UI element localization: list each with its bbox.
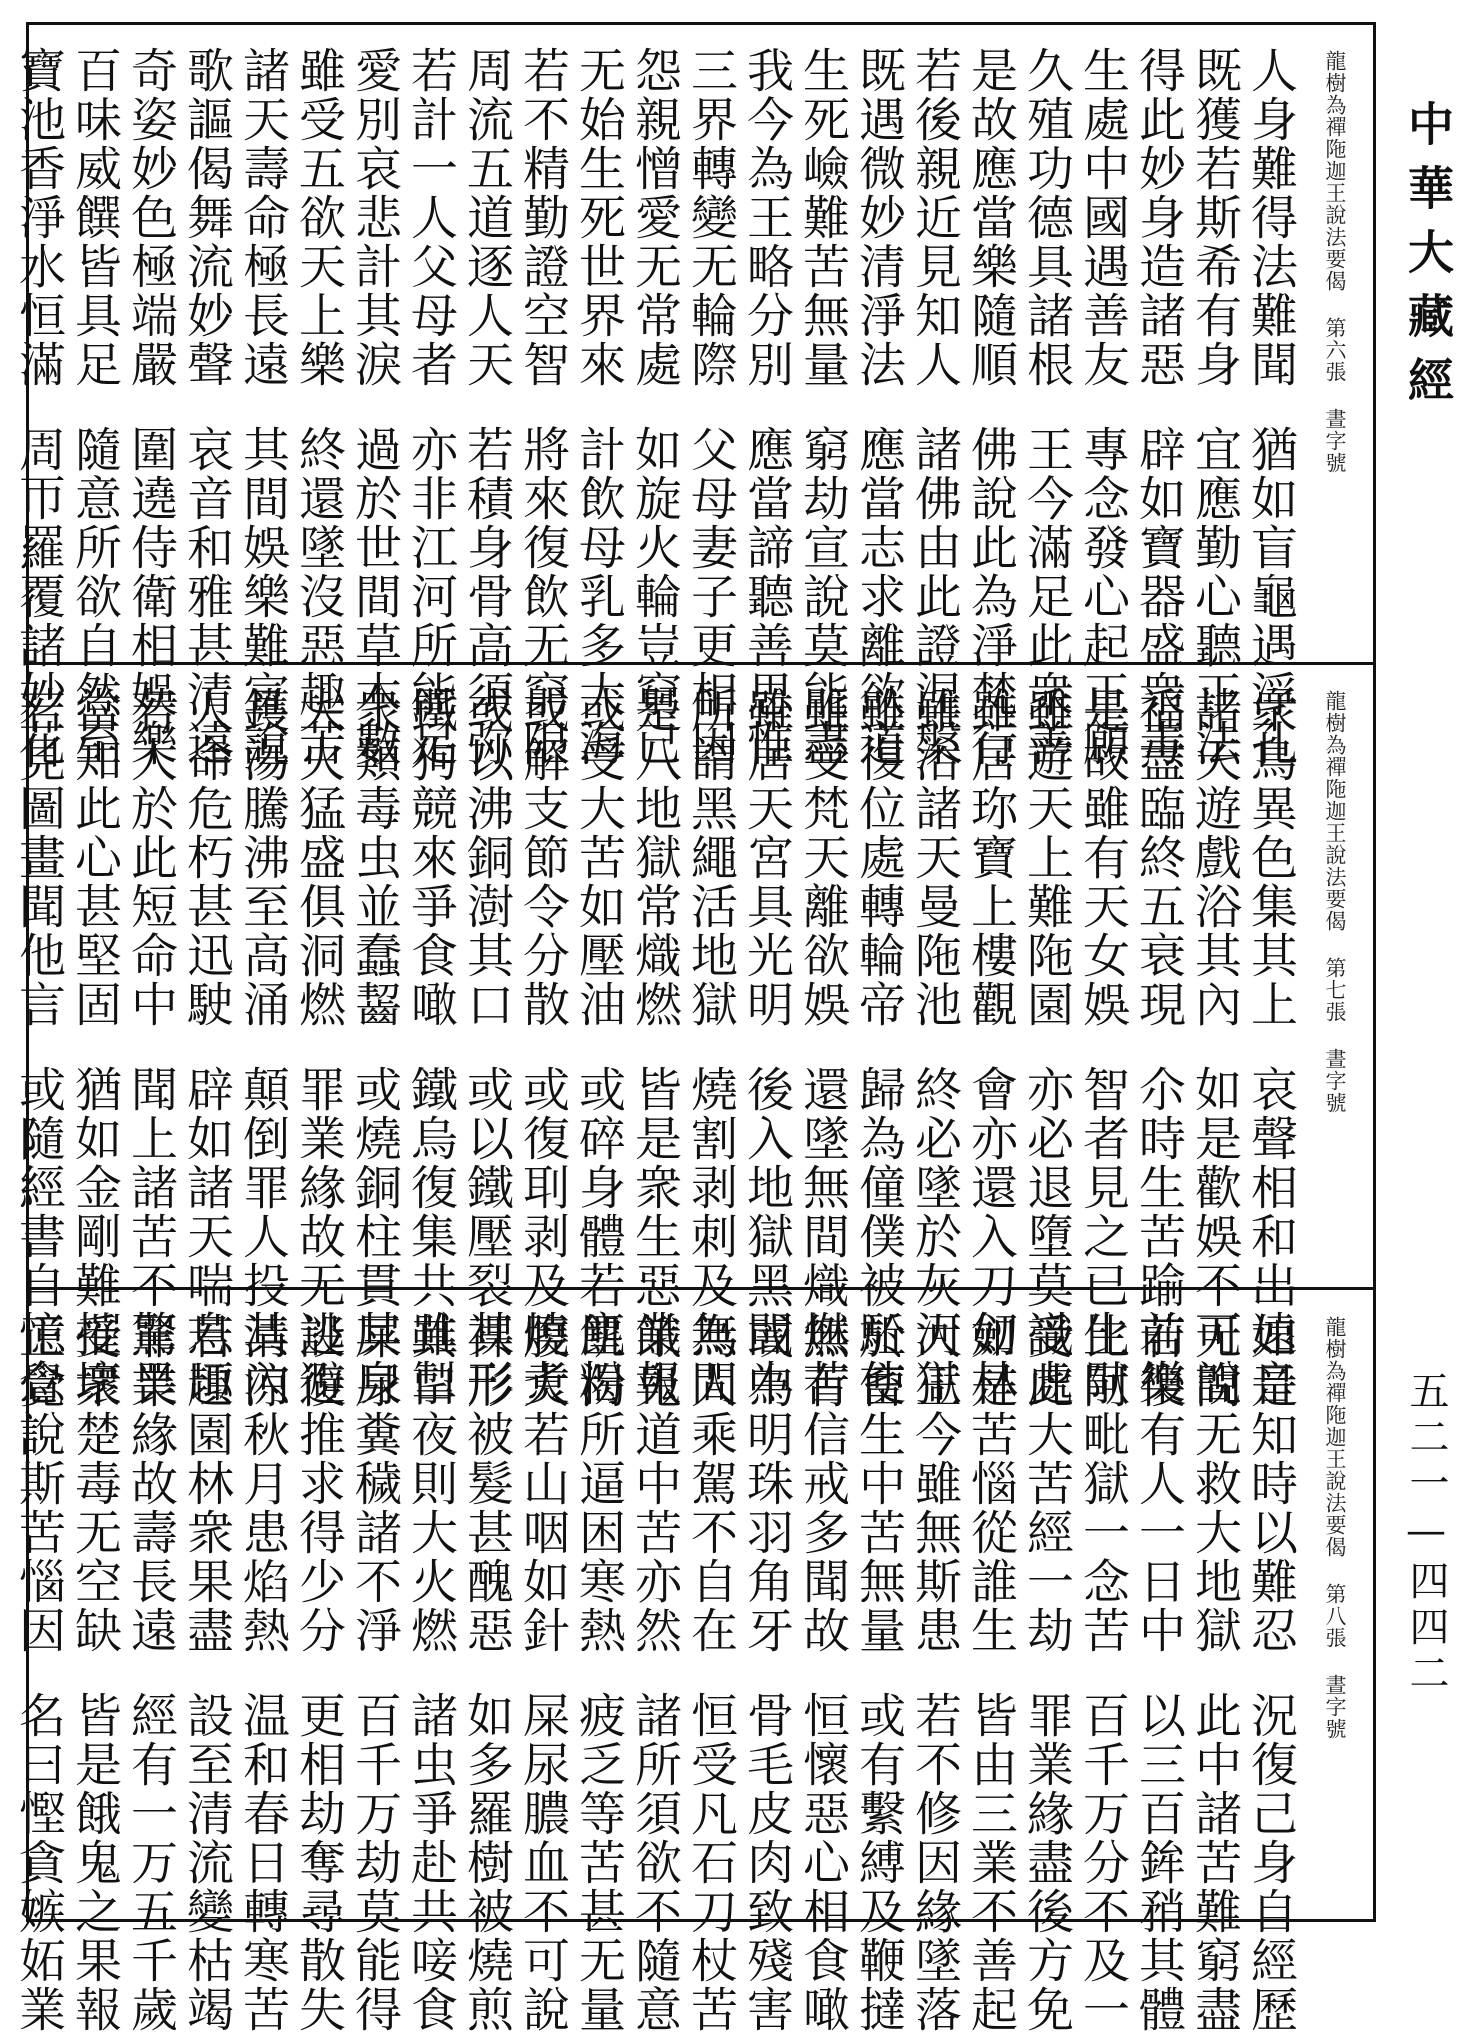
verse-half-top: 无間无救大地獄 [1187, 1312, 1242, 1655]
verse-half-bottom: 周帀羅覆諸妙花 [11, 425, 66, 768]
verse-column [122, 686, 178, 1408]
page-number: 五二一—四四二 [1403, 1370, 1449, 1698]
verse-line [122, 686, 178, 1408]
verse-line [626, 46, 682, 768]
verse-column [962, 1312, 1018, 2034]
verse-line [66, 46, 122, 768]
verse-line [906, 1312, 962, 2034]
verse-half-bottom: 歸為僮僕被駈使 [851, 1065, 906, 1408]
verse-column [850, 686, 906, 1408]
verse-half-top: 既獲若斯希有身 [1187, 46, 1242, 389]
verse-line [1186, 46, 1242, 768]
verse-column [1018, 46, 1074, 768]
verse-half-bottom: 百千万分不及一 [1075, 1691, 1130, 2034]
verse-line [290, 686, 346, 1408]
verse-half-top: 或受大苦如壓油 [571, 686, 626, 1029]
verse-line [346, 686, 402, 1408]
verse-half-bottom: 父母妻子更相因 [683, 425, 738, 768]
verse-line [1130, 1312, 1186, 2034]
verse-half-bottom: 更相劫奪尋散失 [291, 1691, 346, 2034]
verse-column [178, 46, 234, 768]
verse-half-top: 罪業緣故壽長遠 [123, 1312, 178, 1655]
verse-half-bottom: 或復刵剥及燒煑 [515, 1065, 570, 1408]
verse-column [10, 686, 66, 1408]
verse-half-bottom: 將來復飲无窮限 [515, 425, 570, 768]
verse-line [682, 46, 738, 768]
verse-column [402, 1312, 458, 2034]
panel-header: 龍樹為禪陁迦王說法要偈 第七張 晝字號 [1323, 690, 1347, 1114]
verse-line [962, 686, 1018, 1408]
verse-half-top: 雖居天宮具光明 [739, 686, 794, 1029]
verse-column [10, 1312, 66, 2034]
verse-half-bottom: 聞上諸苦不驚畏 [123, 1065, 178, 1408]
verse-half-bottom: 罪業緣盡後方免 [1019, 1691, 1074, 2034]
verse-column [514, 46, 570, 768]
verse-column [234, 46, 290, 768]
verse-line [794, 686, 850, 1408]
verse-half-top: 若計一人父母者 [403, 46, 458, 389]
verse-half-top: 或以沸銅澍其口 [459, 686, 514, 1029]
scripture-panel-2 [11, 670, 1368, 1408]
verse-half-bottom: 亦必退墮莫識處 [1019, 1065, 1074, 1408]
verse-line [1074, 1312, 1130, 2034]
verse-line [570, 1312, 626, 2034]
verse-line [458, 46, 514, 768]
verse-line [10, 686, 66, 1408]
verse-half-bottom: 皆是衆生惡業報 [627, 1065, 682, 1408]
verse-half-bottom: 宜應勤心聽正法 [1187, 425, 1242, 768]
verse-half-bottom: 計飲母乳多大海 [571, 425, 626, 768]
verse-column [66, 1312, 122, 2034]
verse-line [570, 46, 626, 768]
verse-column [122, 46, 178, 768]
verse-column [850, 1312, 906, 2034]
verse-column [234, 686, 290, 1408]
verse-column [122, 1312, 178, 2034]
verse-column [402, 686, 458, 1408]
verse-line [178, 46, 234, 768]
verse-half-top: 奇姿妙色極端嚴 [123, 46, 178, 389]
verse-column [1186, 686, 1242, 1408]
verse-half-top: 裸形被髮甚醜惡 [459, 1312, 514, 1655]
verse-half-top: 衆鳥異色集其上 [1243, 686, 1298, 1029]
verse-half-top: 福盡臨終五衰現 [1131, 686, 1186, 1029]
verse-half-bottom: 若積身骨高須弥 [459, 425, 514, 768]
verse-half-top: 屎尿糞穢諸不淨 [347, 1312, 402, 1655]
verse-line [1074, 46, 1130, 768]
verse-line [850, 46, 906, 768]
verse-line [626, 686, 682, 1408]
verse-line [1130, 686, 1186, 1408]
verse-column [962, 46, 1018, 768]
verse-column [1074, 46, 1130, 768]
verse-line [514, 46, 570, 768]
verse-line [346, 46, 402, 768]
verse-half-top: 受衆楚毒无空缺 [67, 1312, 122, 1655]
verse-column [570, 46, 626, 768]
verse-half-bottom: 其間娛樂難宣說 [235, 425, 290, 768]
verse-column [794, 1312, 850, 2034]
verse-half-top: 飢渴所逼困寒熱 [571, 1312, 626, 1655]
verse-half-top: 得此妙身造諸惡 [1131, 46, 1186, 389]
verse-column [570, 686, 626, 1408]
verse-column [1242, 686, 1298, 1408]
verse-column [1242, 46, 1298, 768]
verse-half-top: 受此大苦經一劫 [1019, 1312, 1074, 1655]
verse-half-bottom: 或隨經書自憶念 [11, 1065, 66, 1408]
verse-half-top: 或為明珠羽角牙 [739, 1312, 794, 1655]
verse-column [682, 1312, 738, 2034]
verse-half-bottom: 亦非江河所能足 [403, 425, 458, 768]
verse-line [906, 686, 962, 1408]
verse-half-top: 人命危朽甚迅駛 [179, 686, 234, 1029]
verse-line [66, 1312, 122, 2034]
verse-column [738, 686, 794, 1408]
verse-line [738, 1312, 794, 2034]
verse-line [122, 1312, 178, 2034]
verse-line [794, 1312, 850, 2034]
verse-half-bottom: 皆是餓鬼之果報 [67, 1691, 122, 2034]
verse-line [850, 686, 906, 1408]
verse-column [1130, 1312, 1186, 2034]
verse-line [234, 686, 290, 1408]
verse-half-bottom: 鐵烏復集共雖掣 [403, 1065, 458, 1408]
verse-column [1242, 1312, 1298, 2034]
verse-half-top: 久殖功德具諸根 [1019, 46, 1074, 389]
verse-half-top: 清涼秋月患焰熱 [235, 1312, 290, 1655]
verse-half-top: 寶池香淨水恒滿 [11, 46, 66, 389]
verse-half-top: 愛別哀悲計其淚 [347, 46, 402, 389]
verse-column [234, 1312, 290, 2034]
verse-column [1018, 686, 1074, 1408]
verse-column [458, 686, 514, 1408]
verse-line [290, 1312, 346, 2034]
verse-half-bottom: 或燒銅柱貫其身 [347, 1065, 402, 1408]
verse-line [1130, 46, 1186, 768]
verse-half-top: 腹大若山咽如針 [515, 1312, 570, 1655]
verse-line [178, 686, 234, 1408]
verse-column [290, 686, 346, 1408]
verse-half-top: 或解支節令分散 [515, 686, 570, 1029]
verse-half-top: 餓鬼道中苦亦然 [627, 1312, 682, 1655]
verse-column [1130, 46, 1186, 768]
verse-half-top: 正覺說斯苦惱因 [11, 1312, 66, 1655]
verse-half-bottom: 辟如寶器盛衆毒 [1131, 425, 1186, 768]
verse-line [1242, 686, 1298, 1408]
verse-half-bottom: 若不修因緣墜落 [907, 1691, 962, 2034]
verse-line [514, 1312, 570, 2034]
verse-half-top: 鐵狗競來爭食噉 [403, 686, 458, 1029]
verse-half-bottom: 以三百鉾矟其體 [1131, 1691, 1186, 2034]
verse-line [402, 686, 458, 1408]
verse-half-top: 為人乘駕不自在 [683, 1312, 738, 1655]
verse-line [1186, 1312, 1242, 2034]
text-columns [11, 686, 1298, 1408]
verse-line [458, 686, 514, 1408]
verse-half-bottom: 此中諸苦難窮盡 [1187, 1691, 1242, 2034]
verse-column [570, 1312, 626, 2034]
verse-half-top: 周流五道逐人天 [459, 46, 514, 389]
verse-column [906, 686, 962, 1408]
verse-half-bottom: 過於世間草木數 [347, 425, 402, 768]
verse-column [626, 46, 682, 768]
verse-half-top: 設復推求得少分 [291, 1312, 346, 1655]
panel-header: 龍樹為禪陁迦王說法要偈 第六張 晝字號 [1323, 50, 1347, 474]
verse-half-top: 既遇微妙清淨法 [851, 46, 906, 389]
verse-half-top: 若後親近見知人 [907, 46, 962, 389]
verse-half-top: 當知此心甚堅固 [67, 686, 122, 1029]
verse-column [1186, 1312, 1242, 2034]
verse-half-bottom: 辟如諸天喘息頃 [179, 1065, 234, 1408]
verse-half-bottom: 或有繫縛及鞭撻 [851, 1691, 906, 2034]
verse-line [402, 46, 458, 768]
verse-half-top: 生死嶮難苦無量 [795, 46, 850, 389]
verse-column [682, 686, 738, 1408]
verse-half-top: 百味威饌皆具足 [67, 46, 122, 389]
verse-half-top: 若趣園林衆果盡 [179, 1312, 234, 1655]
verse-line [626, 1312, 682, 2034]
verse-line [1018, 1312, 1074, 2034]
verse-column [794, 686, 850, 1408]
panel-header: 龍樹為禪陁迦王說法要偈 第八張 晝字號 [1323, 1316, 1347, 1740]
verse-column [514, 686, 570, 1408]
verse-column [906, 46, 962, 768]
verse-half-bottom: 猶如金剛難摧壞 [67, 1065, 122, 1408]
verse-line [1186, 686, 1242, 1408]
verse-column [1074, 1312, 1130, 2034]
verse-column [626, 686, 682, 1408]
verse-half-top: 雖受五欲天上樂 [291, 46, 346, 389]
verse-half-top: 所謂黑繩活地獄 [683, 686, 738, 1029]
verse-column [738, 1312, 794, 2034]
collection-title: 中華大藏經 [1401, 100, 1455, 420]
verse-line [570, 686, 626, 1408]
verse-line [906, 46, 962, 768]
verse-half-bottom: 王今滿足此衆善 [1019, 425, 1074, 768]
verse-column [682, 46, 738, 768]
verse-half-top: 是故應當樂隨順 [963, 46, 1018, 389]
verse-half-bottom: 如旋火輪豈窮已 [627, 425, 682, 768]
verse-half-top: 若人於此短命中 [123, 686, 178, 1029]
verse-half-top: 如是苦惱從誰生 [963, 1312, 1018, 1655]
verse-half-top: 大王今雖無斯患 [907, 1312, 962, 1655]
verse-column [290, 1312, 346, 2034]
verse-column [178, 686, 234, 1408]
verse-half-bottom: 終必墜於灰河獄 [907, 1065, 962, 1408]
verse-half-bottom: 諸虫爭赴共唼食 [403, 1691, 458, 2034]
verse-column [458, 46, 514, 768]
verse-half-bottom: 或以鐵壓裂其形 [459, 1065, 514, 1408]
verse-half-bottom: 會亦還入刀劒林 [963, 1065, 1018, 1408]
verse-half-top: 無有信戒多聞故 [795, 1312, 850, 1655]
verse-half-bottom: 恒受凡石刀杖苦 [683, 1691, 738, 2034]
verse-column [738, 46, 794, 768]
verse-half-bottom: 諸所須欲不隨意 [627, 1691, 682, 2034]
verse-half-bottom: 設至清流變枯竭 [179, 1691, 234, 2034]
verse-half-bottom: 應當諦聽善思惟 [739, 425, 794, 768]
verse-column [1186, 46, 1242, 768]
verse-half-top: 生處中國遇善友 [1075, 46, 1130, 389]
verse-half-top: 雖復位處轉輪帝 [851, 686, 906, 1029]
verse-half-bottom: 猶如盲龜遇浮孔 [1243, 425, 1298, 768]
verse-half-bottom: 恒懷惡心相食噉 [795, 1691, 850, 2034]
verse-half-top: 歌謳偈舞流妙聲 [179, 46, 234, 389]
verse-column [66, 686, 122, 1408]
verse-column [1018, 1312, 1074, 2034]
verse-half-bottom: 或碎身體若塵粉 [571, 1065, 626, 1408]
verse-line [458, 1312, 514, 2034]
verse-half-bottom: 哀聲相和出遠音 [1243, 1065, 1298, 1408]
verse-line [738, 46, 794, 768]
verse-half-top: 大火猛盛俱洞燃 [291, 686, 346, 1029]
verse-column [290, 46, 346, 768]
verse-half-top: 諸天壽命極長遠 [235, 46, 290, 389]
verse-half-top: 三界轉變无輪際 [683, 46, 738, 389]
verse-half-top: 雖浴諸天曼陁池 [907, 686, 962, 1029]
verse-column [962, 686, 1018, 1408]
verse-half-top: 如是知時以難忍 [1243, 1312, 1298, 1655]
verse-column [346, 1312, 402, 2034]
verse-line [346, 1312, 402, 2034]
verse-line [1242, 46, 1298, 768]
verse-half-bottom: 應當志求離欲道 [851, 425, 906, 768]
verse-half-bottom: 終還墜沒惡趣苦 [291, 425, 346, 768]
verse-column [10, 46, 66, 768]
verse-half-top: 雖受梵天離欲娛 [795, 686, 850, 1029]
verse-line [10, 46, 66, 768]
verse-line [122, 46, 178, 768]
verse-half-bottom: 尒時生苦踰前樂 [1131, 1065, 1186, 1408]
verse-line [402, 1312, 458, 2034]
verse-half-bottom: 窮劫宣說莫能盡 [795, 425, 850, 768]
verse-column [906, 1312, 962, 2034]
verse-half-bottom: 諸佛由此證涅槃 [907, 425, 962, 768]
verse-half-bottom: 隨意所欲自然至 [67, 425, 122, 768]
verse-half-top: 雖遊天上難陁園 [1019, 686, 1074, 1029]
verse-line [234, 1312, 290, 2034]
verse-column [850, 46, 906, 768]
verse-half-top: 於畜生中苦無量 [851, 1312, 906, 1655]
verse-column [794, 46, 850, 768]
verse-column [346, 46, 402, 768]
verse-line [1074, 686, 1130, 1408]
verse-half-top: 鑊湯騰沸至高涌 [235, 686, 290, 1029]
verse-half-bottom: 如多羅樹被燒煎 [459, 1691, 514, 2034]
verse-line [10, 1312, 66, 2034]
verse-half-bottom: 經有一万五千歲 [123, 1691, 178, 2034]
verse-column [66, 46, 122, 768]
verse-line [178, 1312, 234, 2034]
text-columns [11, 46, 1298, 768]
verse-column [514, 1312, 570, 2034]
verse-column [346, 686, 402, 1408]
verse-half-bottom: 骨毛皮肉致殘害 [739, 1691, 794, 2034]
verse-column [626, 1312, 682, 2034]
verse-column [1130, 686, 1186, 1408]
verse-line [682, 686, 738, 1408]
verse-half-bottom: 後入地獄黑闇中 [739, 1065, 794, 1408]
verse-half-bottom: 況復己身自經歷 [1243, 1691, 1298, 2034]
verse-column [1074, 686, 1130, 1408]
verse-half-bottom: 燒割剥刺及無間 [683, 1065, 738, 1408]
verse-line [514, 686, 570, 1408]
verse-line [1242, 1312, 1298, 2034]
verse-line [962, 46, 1018, 768]
verse-line [794, 46, 850, 768]
verse-line [234, 46, 290, 768]
verse-half-top: 怨親憎愛无常處 [627, 46, 682, 389]
verse-half-bottom: 如是歡娛不可說 [1187, 1065, 1242, 1408]
verse-line [738, 686, 794, 1408]
verse-line [66, 686, 122, 1408]
verse-half-top: 无始生死世界來 [571, 46, 626, 389]
scripture-panel-3 [11, 1296, 1368, 2034]
verse-half-bottom: 圍遶侍衛相娛樂 [123, 425, 178, 768]
text-columns [11, 1312, 1298, 2034]
verse-half-top: 是八地獄常熾燃 [627, 686, 682, 1029]
verse-half-top: 其口夜則大火燃 [403, 1312, 458, 1655]
verse-line [682, 1312, 738, 2034]
verse-half-bottom: 罪業緣故无逃避 [291, 1065, 346, 1408]
verse-line [1018, 686, 1074, 1408]
verse-half-bottom: 百千万劫莫能得 [347, 1691, 402, 2034]
verse-half-bottom: 屎尿膿血不可說 [515, 1691, 570, 2034]
verse-half-bottom: 皆由三業不善起 [963, 1691, 1018, 2034]
verse-line [850, 1312, 906, 2034]
verse-half-top: 若復有人一日中 [1131, 1312, 1186, 1655]
verse-column [178, 1312, 234, 2034]
verse-half-bottom: 專念發心起正願 [1075, 425, 1130, 768]
verse-half-bottom: 哀音和雅甚清遠 [179, 425, 234, 768]
verse-line [962, 1312, 1018, 2034]
verse-half-top: 人身難得法難聞 [1243, 46, 1298, 389]
verse-half-top: 比阿毗獄一念苦 [1075, 1312, 1130, 1655]
verse-half-bottom: 疲乏等苦甚无量 [571, 1691, 626, 2034]
verse-line [290, 46, 346, 768]
verse-half-top: 我今為王略分別 [739, 46, 794, 389]
verse-half-top: 雖居珎寶上樓觀 [963, 686, 1018, 1029]
verse-half-bottom: 智者見之已生猒 [1075, 1065, 1130, 1408]
verse-half-top: 諸天遊戲浴其內 [1187, 686, 1242, 1029]
verse-half-bottom: 佛說此為淨梵行 [963, 425, 1018, 768]
verse-half-top: 若不精勤證空智 [515, 46, 570, 389]
verse-column [402, 46, 458, 768]
verse-half-top: 是故雖有天女娛 [1075, 686, 1130, 1029]
verse-half-bottom: 温和春日轉寒苦 [235, 1691, 290, 2034]
verse-half-top: 衆類毒虫並蠢齧 [347, 686, 402, 1029]
verse-half-bottom: 顛倒罪人投其內 [235, 1065, 290, 1408]
verse-half-bottom: 還墜無間熾燃苦 [795, 1065, 850, 1408]
verse-column [458, 1312, 514, 2034]
verse-half-bottom: 名曰慳貪嫉妬業 [11, 1691, 66, 2034]
verse-line [1018, 46, 1074, 768]
verse-half-top: 若見圖畫聞他言 [11, 686, 66, 1029]
scripture-panel-1 [11, 30, 1368, 768]
